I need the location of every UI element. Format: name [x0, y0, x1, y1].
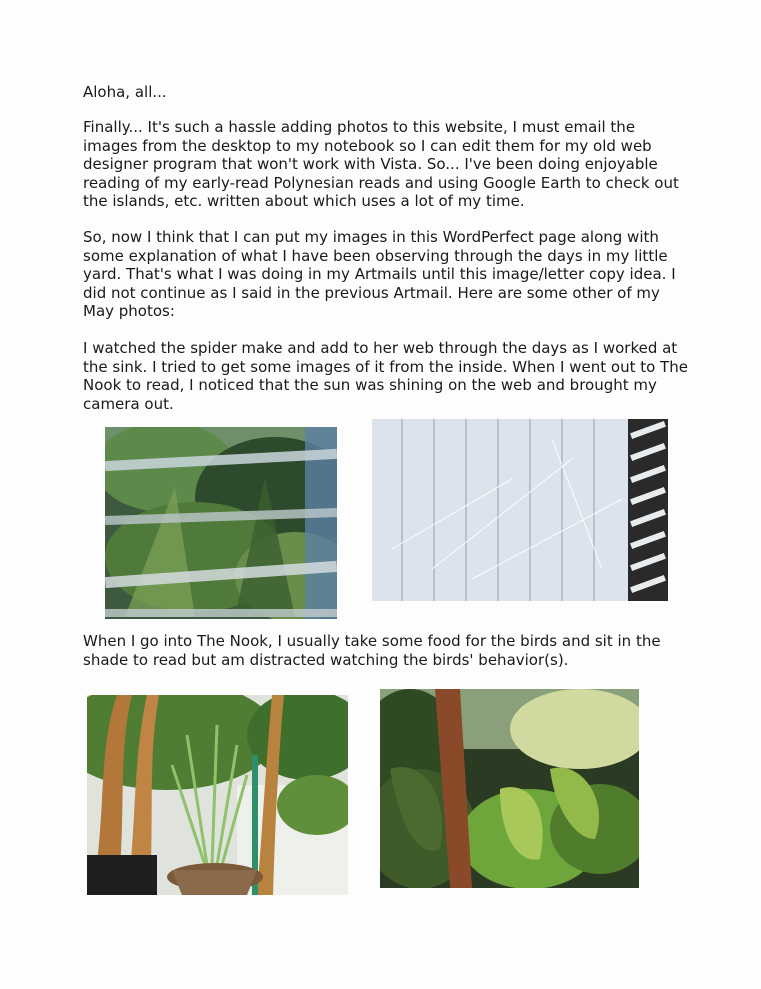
garden-foliage-photo — [380, 689, 639, 888]
paragraph-3: I watched the spider make and add to her web through the days as I worked at the sink. I tried to get some images of it from the inside. When I went out to The Nook to read, I noticed that the sun was shining on the web and brought my camera out. — [83, 339, 688, 413]
greeting: Aloha, all... — [83, 83, 167, 101]
potted-plant-photo — [87, 695, 348, 895]
spider-web-siding-photo — [372, 419, 668, 601]
paragraph-2: So, now I think that I can put my images in this WordPerfect page along with some explanation of what I have been observing through the days in my little yard. That's what I was doing in my Artmails until this image/letter copy idea. I did not continue as I said in the previous Artmail. Here are some other of my May photos: — [83, 228, 676, 320]
paragraph-4: When I go into The Nook, I usually take some food for the birds and sit in the shade to read but am distracted watching the birds' behavior(s). — [83, 632, 661, 669]
spider-web-window-photo — [105, 427, 337, 619]
paragraph-1: Finally... It's such a hassle adding photos to this website, I must email the images from the desktop to my notebook so I can edit them for my old web designer program that won't work with Vista. So... I've been doing enjoyable reading of my early-read Polynesian reads and using Google Earth to check out the islands, etc. written about which uses a lot of my time. — [83, 118, 679, 210]
